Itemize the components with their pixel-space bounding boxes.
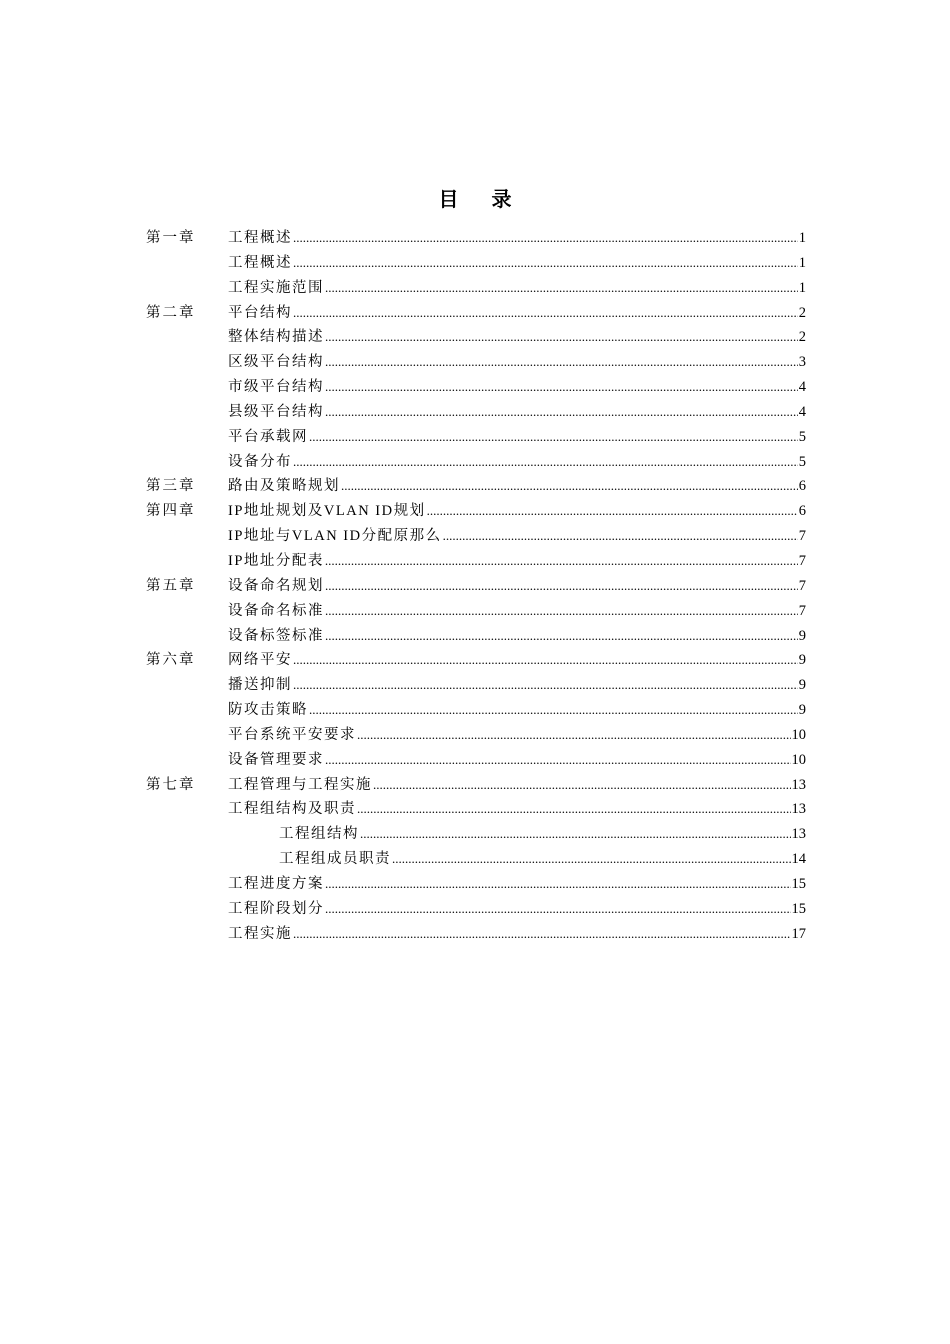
- toc-page-number: 2: [798, 329, 806, 346]
- toc-entry-line: [228, 549, 806, 574]
- toc-entry-title: 设备管理要求: [228, 751, 324, 768]
- toc-dot-leader: [325, 599, 798, 624]
- toc-entry[interactable]: [146, 797, 806, 822]
- toc-page-number: 15: [791, 875, 806, 892]
- toc-dot-leader: [373, 773, 791, 798]
- toc-entry-line: [228, 325, 806, 350]
- toc-entry-title: 设备标签标准: [228, 627, 324, 644]
- toc-page-number: 13: [791, 801, 806, 818]
- toc-dot-leader: [341, 474, 798, 499]
- toc-entry-title: 播送抑制: [228, 677, 292, 694]
- toc-page-number: 10: [791, 751, 806, 768]
- toc-entry[interactable]: [146, 400, 806, 425]
- toc-page-number: 17: [791, 925, 806, 942]
- toc-entry-title: 设备命名标准: [228, 602, 324, 619]
- toc-entry-line: [228, 400, 806, 425]
- toc-chapter-label: 第四章: [146, 503, 196, 520]
- toc-entry-title: 工程组成员职责: [279, 851, 391, 868]
- toc-entry-title: 防攻击策略: [228, 702, 308, 719]
- toc-entry-title: 工程组结构: [279, 826, 359, 843]
- toc-entry-title: 整体结构描述: [228, 329, 324, 346]
- toc-entry[interactable]: [146, 375, 806, 400]
- toc-page-number: 9: [798, 627, 806, 644]
- toc-entry-title: 路由及策略规划: [228, 478, 340, 495]
- toc-entry-line: [228, 574, 806, 599]
- toc-page-number: 4: [798, 379, 806, 396]
- toc-entry-title: 平台结构: [228, 304, 292, 321]
- toc-dot-leader: [309, 698, 798, 723]
- toc-page-number: 9: [798, 702, 806, 719]
- toc-chapter-label: 第七章: [146, 776, 196, 793]
- toc-page-number: 5: [798, 453, 806, 470]
- toc-page-number: 7: [798, 602, 806, 619]
- toc-entry-line: [228, 797, 806, 822]
- toc-entry-title: 网络平安: [228, 652, 292, 669]
- toc-entry-line: [279, 847, 806, 872]
- toc-entry[interactable]: [146, 698, 806, 723]
- toc-dot-leader: [293, 301, 798, 326]
- toc-page-number: 10: [791, 726, 806, 743]
- toc-entry-line: [228, 276, 806, 301]
- toc-page-number: 9: [798, 652, 806, 669]
- toc-entry[interactable]: [146, 847, 806, 872]
- toc-entry-line: [228, 648, 806, 673]
- toc-entry[interactable]: [146, 276, 806, 301]
- toc-dot-leader: [392, 847, 791, 872]
- toc-dot-leader: [325, 350, 798, 375]
- toc-entry[interactable]: [146, 474, 806, 499]
- toc-entry[interactable]: [146, 226, 806, 251]
- toc-chapter-label: 第一章: [146, 230, 196, 246]
- toc-dot-leader: [357, 797, 791, 822]
- toc-entry-title: 设备分布: [228, 453, 292, 470]
- toc-page-number: 13: [791, 776, 806, 793]
- toc-entry-line: [228, 773, 806, 798]
- toc-chapter-label: 第五章: [146, 577, 196, 594]
- toc-entry-line: [228, 524, 806, 549]
- toc-entry[interactable]: [146, 251, 806, 276]
- toc-entry-title: 工程概述: [228, 254, 292, 271]
- toc-entry[interactable]: [146, 673, 806, 698]
- toc-entry-line: [228, 499, 806, 524]
- toc-entry-title: 工程进度方案: [228, 875, 324, 892]
- toc-page-number: 9: [798, 677, 806, 694]
- toc-dot-leader: [325, 574, 798, 599]
- toc-entry[interactable]: [146, 325, 806, 350]
- toc-entry[interactable]: [146, 773, 806, 798]
- toc-dot-leader: [325, 872, 791, 897]
- toc-chapter-label: 第三章: [146, 478, 196, 495]
- toc-entry[interactable]: [146, 301, 806, 326]
- toc-page-number: 1: [798, 230, 806, 246]
- toc-entry-line: [228, 723, 806, 748]
- toc-entry-title: 工程阶段划分: [228, 900, 324, 917]
- toc-entry-line: [228, 474, 806, 499]
- toc-dot-leader: [443, 524, 798, 549]
- toc-entry-line: [228, 599, 806, 624]
- toc-entry-title: IP地址与VLAN ID分配原那么: [228, 528, 442, 545]
- toc-chapter-label: 第六章: [146, 652, 196, 669]
- toc-entry-title: 工程实施范围: [228, 279, 324, 296]
- toc-page-number: 14: [791, 851, 806, 868]
- toc-entry[interactable]: [146, 499, 806, 524]
- toc-dot-leader: [293, 251, 798, 276]
- toc-page-number: 7: [798, 528, 806, 545]
- toc-entry-title: 工程概述: [228, 230, 292, 246]
- toc-entry[interactable]: [146, 648, 806, 673]
- toc-entry-line: [228, 251, 806, 276]
- toc-entry-title: IP地址规划及VLAN ID规划: [228, 503, 426, 520]
- toc-entry-title: 县级平台结构: [228, 403, 324, 420]
- toc-entry[interactable]: [146, 897, 806, 922]
- toc-entry[interactable]: [146, 723, 806, 748]
- toc-page-number: 6: [798, 503, 806, 520]
- toc-entry-line: [228, 698, 806, 723]
- toc-dot-leader: [325, 400, 798, 425]
- toc-dot-leader: [427, 499, 798, 524]
- toc-entry-title: 平台承载网: [228, 428, 308, 445]
- toc-dot-leader: [293, 648, 798, 673]
- toc-dot-leader: [325, 748, 791, 773]
- toc-entry-line: [228, 673, 806, 698]
- toc-dot-leader: [325, 325, 798, 350]
- toc-entry-line: [228, 301, 806, 326]
- toc-page-number: 7: [798, 552, 806, 569]
- toc-page-number: 1: [798, 254, 806, 271]
- toc-title: 目 录: [438, 189, 526, 211]
- toc-dot-leader: [325, 897, 791, 922]
- toc-entry[interactable]: [146, 922, 806, 947]
- toc-entry-title: 市级平台结构: [228, 379, 324, 396]
- toc-dot-leader: [309, 425, 798, 450]
- toc-page-number: 3: [798, 354, 806, 371]
- toc-dot-leader: [357, 723, 791, 748]
- toc-page-number: 2: [798, 304, 806, 321]
- toc-page-number: 15: [791, 900, 806, 917]
- toc-entry-line: [228, 748, 806, 773]
- toc-dot-leader: [325, 375, 798, 400]
- toc-entry[interactable]: [146, 350, 806, 375]
- toc-entry-line: [228, 226, 806, 251]
- toc-entry-title: 工程管理与工程实施: [228, 776, 372, 793]
- toc-entry-title: IP地址分配表: [228, 552, 324, 569]
- toc-chapter-label: 第二章: [146, 304, 196, 321]
- toc-dot-leader: [293, 450, 798, 475]
- toc-entry[interactable]: [146, 872, 806, 897]
- toc-page-number: 7: [798, 577, 806, 594]
- toc-entry-line: [228, 897, 806, 922]
- toc-page-number: 6: [798, 478, 806, 495]
- toc-entry-line: [228, 450, 806, 475]
- toc-entry[interactable]: [146, 599, 806, 624]
- toc-dot-leader: [293, 673, 798, 698]
- toc-entry[interactable]: [146, 549, 806, 574]
- toc-entry-title: 区级平台结构: [228, 354, 324, 371]
- toc-entry-line: [228, 922, 806, 947]
- toc-entry-line: [228, 350, 806, 375]
- toc-entry-line: [279, 822, 806, 847]
- toc-dot-leader: [293, 922, 791, 947]
- toc-entry-line: [228, 375, 806, 400]
- toc-entry[interactable]: [146, 748, 806, 773]
- toc-dot-leader: [325, 624, 798, 649]
- toc-page-number: 5: [798, 428, 806, 445]
- toc-entry-line: [228, 425, 806, 450]
- toc-dot-leader: [293, 226, 798, 251]
- toc-dot-leader: [325, 549, 798, 574]
- toc-entry-line: [228, 624, 806, 649]
- toc-entry[interactable]: [146, 822, 806, 847]
- toc-page-number: 4: [798, 403, 806, 420]
- toc-entry-title: 平台系统平安要求: [228, 726, 356, 743]
- toc-entry-title: 工程实施: [228, 925, 292, 942]
- toc-dot-leader: [360, 822, 791, 847]
- toc-page-number: 13: [791, 826, 806, 843]
- toc-entry-line: [228, 872, 806, 897]
- toc-entry[interactable]: [146, 450, 806, 475]
- toc-entry[interactable]: [146, 574, 806, 599]
- toc-entry-title: 工程组结构及职责: [228, 801, 356, 818]
- table-of-contents: [146, 226, 806, 946]
- toc-entry[interactable]: [146, 524, 806, 549]
- toc-entry-title: 设备命名规划: [228, 577, 324, 594]
- toc-entry[interactable]: [146, 624, 806, 649]
- toc-dot-leader: [325, 276, 798, 301]
- toc-entry[interactable]: [146, 425, 806, 450]
- toc-page-number: 1: [798, 279, 806, 296]
